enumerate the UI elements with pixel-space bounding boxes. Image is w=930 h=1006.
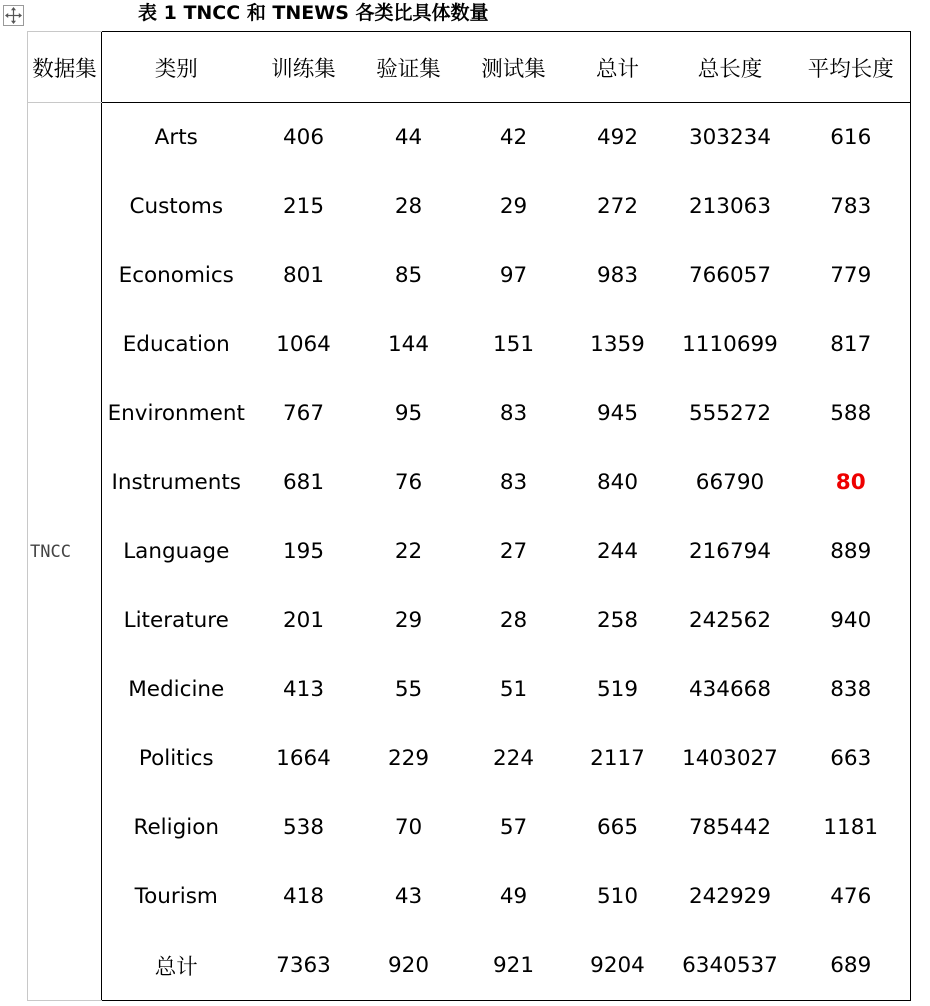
test-cell: 42 bbox=[499, 125, 528, 150]
header-total-length: 总长度 bbox=[669, 32, 792, 103]
total-length-cell: 242929 bbox=[688, 884, 772, 909]
header-train: 训练集 bbox=[251, 32, 357, 103]
train-cell: 538 bbox=[282, 815, 325, 840]
total-cell: 272 bbox=[596, 194, 639, 219]
train-cell: 801 bbox=[282, 263, 325, 288]
avg-length-cell: 616 bbox=[792, 103, 911, 173]
header-valid: 验证集 bbox=[357, 32, 461, 103]
data-table bbox=[27, 31, 911, 1001]
table-row bbox=[28, 379, 911, 448]
test-cell: 921 bbox=[461, 931, 567, 1001]
category-cell: Language bbox=[102, 517, 251, 586]
train-cell: 418 bbox=[282, 884, 325, 909]
valid-cell: 920 bbox=[357, 931, 461, 1001]
total-length-cell: 434668 bbox=[688, 677, 772, 702]
category-cell: Education bbox=[102, 310, 251, 379]
train-cell: 1664 bbox=[276, 746, 331, 771]
table-row bbox=[28, 172, 911, 241]
test-cell: 83 bbox=[499, 470, 528, 495]
total-cell: 492 bbox=[596, 125, 639, 150]
avg-length-cell: 838 bbox=[792, 655, 911, 724]
header-total: 总计 bbox=[567, 32, 669, 103]
total-cell: 840 bbox=[596, 470, 639, 495]
train-cell: 195 bbox=[282, 539, 325, 564]
header-test: 测试集 bbox=[461, 32, 567, 103]
avg-length-cell: 889 bbox=[792, 517, 911, 586]
total-length-cell: 555272 bbox=[688, 401, 772, 426]
valid-cell: 44 bbox=[394, 125, 423, 150]
table-row bbox=[28, 724, 911, 793]
test-cell: 151 bbox=[492, 332, 535, 357]
test-cell: 51 bbox=[499, 677, 528, 702]
train-cell: 201 bbox=[282, 608, 325, 633]
table-row bbox=[28, 517, 911, 586]
total-cell: 2117 bbox=[590, 746, 645, 771]
table-row-total bbox=[28, 931, 911, 1001]
table-row bbox=[28, 103, 911, 173]
total-length-cell: 303234 bbox=[688, 125, 772, 150]
test-cell: 83 bbox=[499, 401, 528, 426]
total-length-cell: 6340537 bbox=[669, 931, 792, 1001]
category-cell: 总计 bbox=[102, 931, 251, 1001]
table-body bbox=[28, 103, 911, 1001]
train-cell: 1064 bbox=[276, 332, 331, 357]
table-row bbox=[28, 448, 911, 517]
valid-cell: 55 bbox=[394, 677, 423, 702]
category-cell: Tourism bbox=[102, 862, 251, 931]
table-row bbox=[28, 310, 911, 379]
test-cell: 97 bbox=[499, 263, 528, 288]
total-cell: 983 bbox=[596, 263, 639, 288]
valid-cell: 144 bbox=[387, 332, 430, 357]
table-row bbox=[28, 241, 911, 310]
test-cell: 28 bbox=[499, 608, 528, 633]
test-cell: 29 bbox=[499, 194, 528, 219]
avg-length-cell: 689 bbox=[792, 931, 911, 1001]
total-length-cell: 216794 bbox=[688, 539, 772, 564]
valid-cell: 29 bbox=[394, 608, 423, 633]
total-length-cell: 1110699 bbox=[682, 332, 778, 357]
total-cell: 244 bbox=[596, 539, 639, 564]
avg-length-cell: 817 bbox=[792, 310, 911, 379]
test-cell: 224 bbox=[492, 746, 535, 771]
total-cell: 665 bbox=[596, 815, 639, 840]
valid-cell: 76 bbox=[394, 470, 423, 495]
total-length-cell: 66790 bbox=[695, 470, 765, 495]
total-length-cell: 766057 bbox=[688, 263, 772, 288]
test-cell: 57 bbox=[499, 815, 528, 840]
category-cell: Literature bbox=[102, 586, 251, 655]
avg-length-cell: 940 bbox=[792, 586, 911, 655]
valid-cell: 229 bbox=[387, 746, 430, 771]
total-length-cell: 1403027 bbox=[682, 746, 778, 771]
train-cell: 215 bbox=[282, 194, 325, 219]
valid-cell: 28 bbox=[394, 194, 423, 219]
avg-length-cell: 588 bbox=[792, 379, 911, 448]
category-cell: Politics bbox=[102, 724, 251, 793]
total-cell: 945 bbox=[596, 401, 639, 426]
move-arrows-icon bbox=[4, 6, 23, 25]
test-cell: 27 bbox=[499, 539, 528, 564]
avg-length-cell: 663 bbox=[792, 724, 911, 793]
valid-cell: 95 bbox=[394, 401, 423, 426]
table-row bbox=[28, 655, 911, 724]
valid-cell: 22 bbox=[394, 539, 423, 564]
valid-cell: 43 bbox=[394, 884, 423, 909]
category-cell: Medicine bbox=[102, 655, 251, 724]
table-row bbox=[28, 862, 911, 931]
header-row bbox=[28, 32, 911, 103]
total-cell: 258 bbox=[596, 608, 639, 633]
avg-length-cell-highlighted: 80 bbox=[792, 448, 911, 517]
dataset-name-cell: TNCC bbox=[28, 103, 102, 1001]
avg-length-cell: 779 bbox=[792, 241, 911, 310]
table-move-handle[interactable] bbox=[3, 5, 24, 26]
header-category: 类别 bbox=[102, 32, 251, 103]
valid-cell: 85 bbox=[394, 263, 423, 288]
table-row bbox=[28, 586, 911, 655]
train-cell: 413 bbox=[282, 677, 325, 702]
category-cell: Religion bbox=[102, 793, 251, 862]
table-caption: 表 1 TNCC 和 TNEWS 各类比具体数量 bbox=[138, 2, 489, 24]
train-cell: 7363 bbox=[251, 931, 357, 1001]
total-cell: 9204 bbox=[567, 931, 669, 1001]
avg-length-cell: 783 bbox=[792, 172, 911, 241]
category-cell: Economics bbox=[102, 241, 251, 310]
avg-length-cell: 476 bbox=[792, 862, 911, 931]
total-length-cell: 213063 bbox=[688, 194, 772, 219]
table-row bbox=[28, 793, 911, 862]
header-dataset: 数据集 bbox=[28, 32, 102, 103]
total-cell: 1359 bbox=[590, 332, 645, 357]
total-cell: 510 bbox=[596, 884, 639, 909]
train-cell: 767 bbox=[282, 401, 325, 426]
category-cell: Instruments bbox=[102, 448, 251, 517]
test-cell: 49 bbox=[499, 884, 528, 909]
category-cell: Environment bbox=[102, 379, 251, 448]
header-avg-length: 平均长度 bbox=[792, 32, 911, 103]
train-cell: 406 bbox=[282, 125, 325, 150]
category-cell: Customs bbox=[102, 172, 251, 241]
valid-cell: 70 bbox=[394, 815, 423, 840]
total-cell: 519 bbox=[596, 677, 639, 702]
train-cell: 681 bbox=[282, 470, 325, 495]
total-length-cell: 242562 bbox=[688, 608, 772, 633]
avg-length-cell: 1181 bbox=[792, 793, 911, 862]
total-length-cell: 785442 bbox=[688, 815, 772, 840]
category-cell: Arts bbox=[102, 103, 251, 173]
